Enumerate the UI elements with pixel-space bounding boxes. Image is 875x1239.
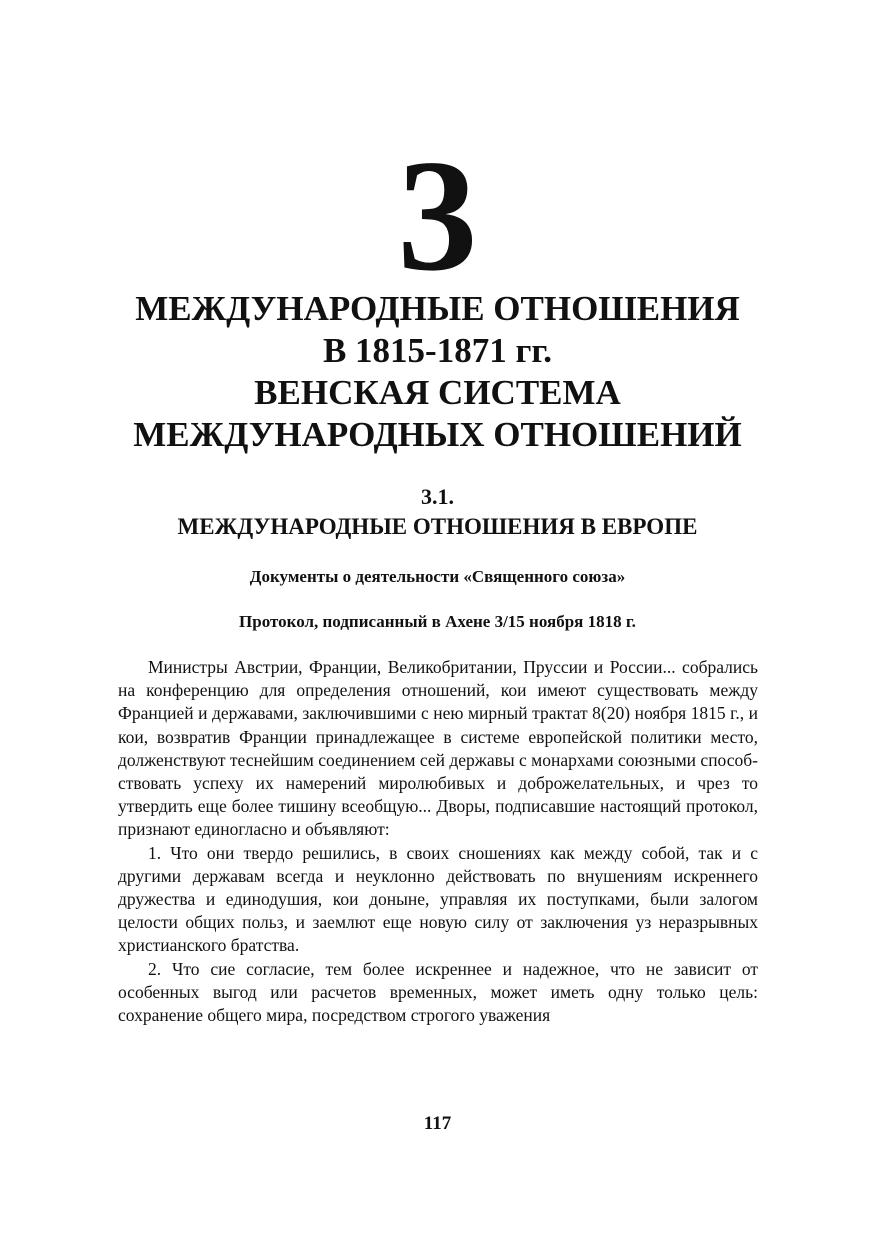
page-number: 117 bbox=[423, 1113, 452, 1134]
section-heading bbox=[0, 483, 875, 543]
chapter-title bbox=[0, 288, 875, 456]
documents-heading: Документы о деятельности «Священного союза» bbox=[249, 567, 626, 586]
body-text bbox=[118, 656, 758, 1027]
chapter-title-line: МЕЖДУНАРОДНЫХ ОТНОШЕНИЙ bbox=[133, 415, 742, 454]
chapter-title-line: ВЕНСКАЯ СИСТЕМА bbox=[254, 373, 621, 412]
chapter-title-line: В 1815-1871 гг. bbox=[322, 331, 553, 370]
protocol-heading: Протокол, подписанный в Ахене 3/15 ноября 1818 г. bbox=[239, 612, 636, 631]
paragraph: 2. Что сие согласие, тем более искреннее и надежное, что не зависит от особенных выгод или расчетов временных, может иметь одну только цель: сохранение общего мира, посредством строгого уважения bbox=[118, 958, 758, 1026]
paragraph: 1. Что они твердо решились, в своих сношениях как между собой, так и с другими державам всегда и неуклонно действовать по внушениям искреннего дружества и единодушия, кои доныне, управляя их поступками, были залогом целости общих польз, и заемлют еще новую силу от заключения уз неразрывных христианского братства. bbox=[118, 842, 758, 956]
chapter-title-line: МЕЖДУНАРОДНЫЕ ОТНОШЕНИЯ bbox=[135, 289, 740, 328]
paragraph: Министры Австрии, Франции, Великобритании, Пруссии и России... собрались на конференцию для определения отношений, кои имеют существовать между Францией и державами, заключившими с нею мирный трактат 8(20) ноября 1815 г., и кои, возвратив Франции принадлежащее в системе европейской политики место, долженствуют теснейшим соединением сей державы с монархами союзными способствовать успеху их намерений миролюбивых и доброжелательных, и чрез то утвердить еще более тишину всеобщую... Дворы, подписавшие настоящий протокол, признают единогласно и объявляют: bbox=[118, 657, 758, 840]
section-number: 3.1. bbox=[421, 484, 454, 509]
chapter-number: 3 bbox=[397, 126, 478, 304]
section-title: МЕЖДУНАРОДНЫЕ ОТНОШЕНИЯ В ЕВРОПЕ bbox=[177, 514, 698, 539]
